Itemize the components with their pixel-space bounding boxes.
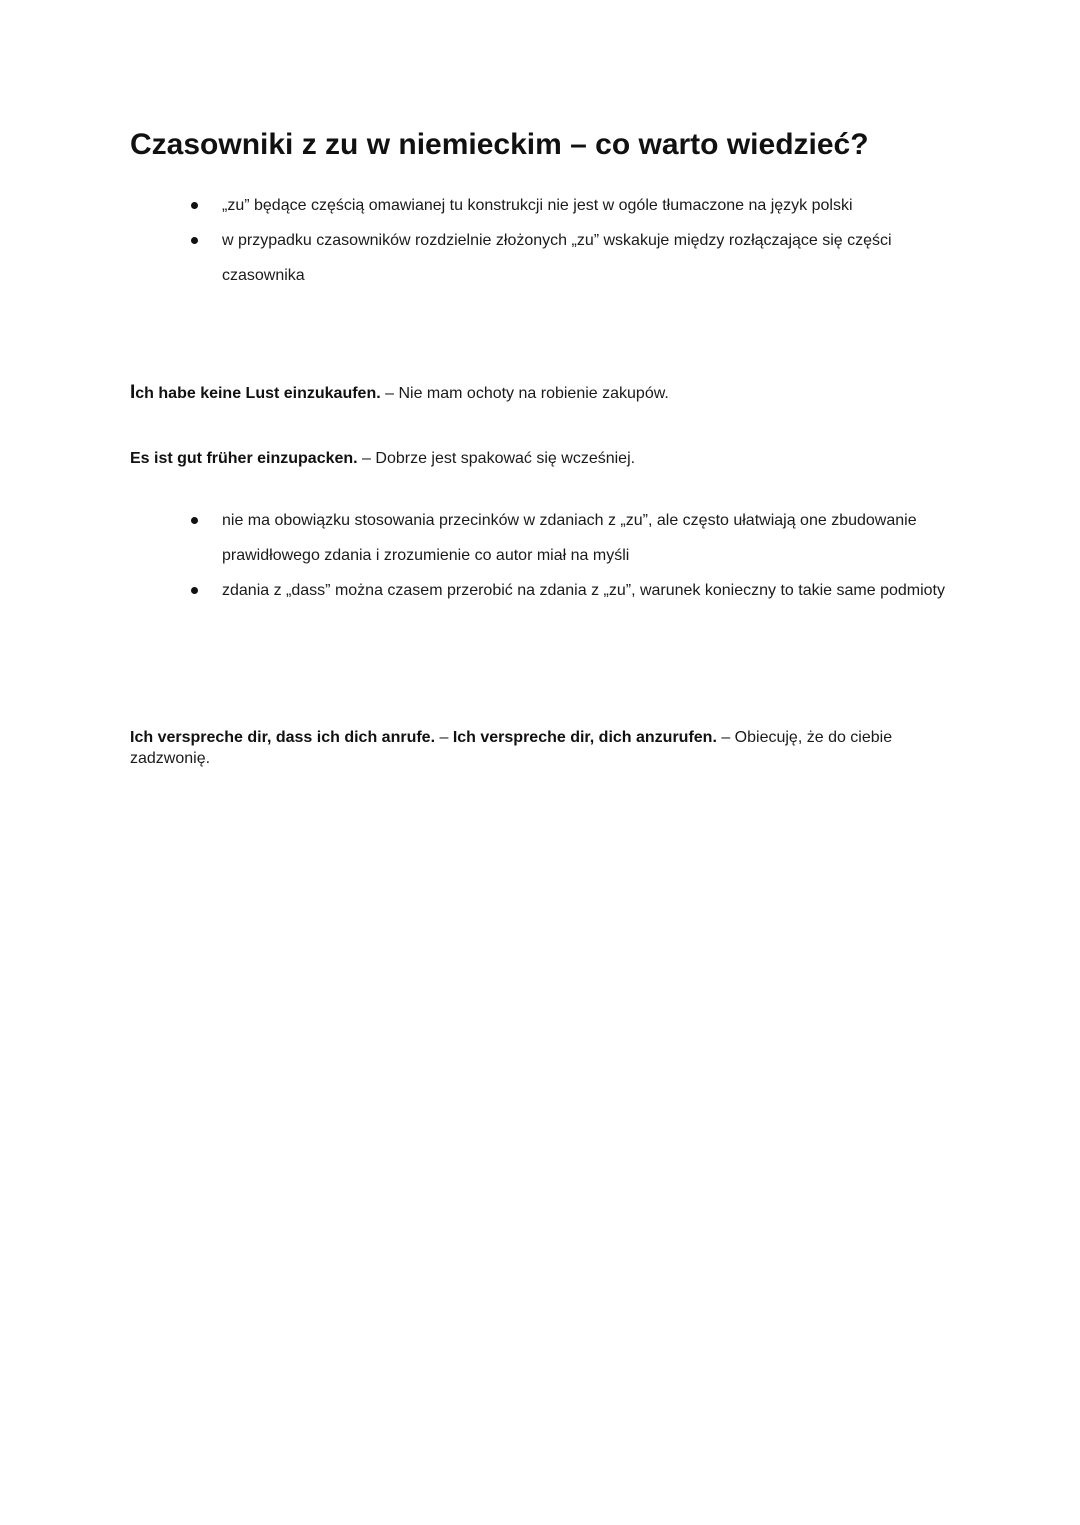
example-german-zu: Ich verspreche dir, dich anzurufen.: [452, 729, 717, 746]
example-translation: – Dobrze jest spakować się wcześniej.: [357, 450, 636, 467]
example-separator: –: [435, 729, 453, 746]
list-item: [188, 573, 948, 608]
notes-list-1: [188, 188, 948, 293]
bullet-icon: [191, 237, 198, 244]
page-title: Czasowniki z zu w niemieckim – co warto wiedzieć?: [130, 128, 869, 161]
bullet-icon: [191, 202, 198, 209]
example-sentence-3: [130, 727, 950, 769]
list-item-text: w przypadku czasowników rozdzielnie złożonych „zu” wskakuje między rozłączające się części czasownika: [222, 232, 892, 284]
bullet-icon: [191, 517, 198, 524]
list-item-text: „zu” będące częścią omawianej tu konstrukcji nie jest w ogóle tłumaczone na język polski: [222, 197, 853, 214]
list-item: [188, 188, 948, 223]
example-translation: – Obiecuję, że do ciebie zadzwonię.: [130, 729, 893, 767]
example-sentence-1: [130, 382, 950, 404]
example-first-letter: I: [130, 382, 136, 403]
example-sentence-2: [130, 448, 950, 469]
example-german: ch habe keine Lust einzukaufen.: [135, 385, 381, 402]
list-item-text: zdania z „dass” można czasem przerobić na zdania z „zu”, warunek konieczny to takie same podmioty: [222, 582, 945, 599]
example-translation: – Nie mam ochoty na robienie zakupów.: [380, 385, 669, 402]
example-german-dass: Ich verspreche dir, dass ich dich anrufe.: [130, 729, 436, 746]
example-german: Es ist gut früher einzupacken.: [130, 450, 358, 467]
list-item: [188, 503, 948, 573]
list-item-text: nie ma obowiązku stosowania przecinków w zdaniach z „zu”, ale często ułatwiają one zbudowanie prawidłowego zdania i zrozumienie co autor miał na myśli: [222, 512, 917, 564]
notes-list-2: [188, 503, 948, 608]
list-item: [188, 223, 948, 293]
bullet-icon: [191, 587, 198, 594]
